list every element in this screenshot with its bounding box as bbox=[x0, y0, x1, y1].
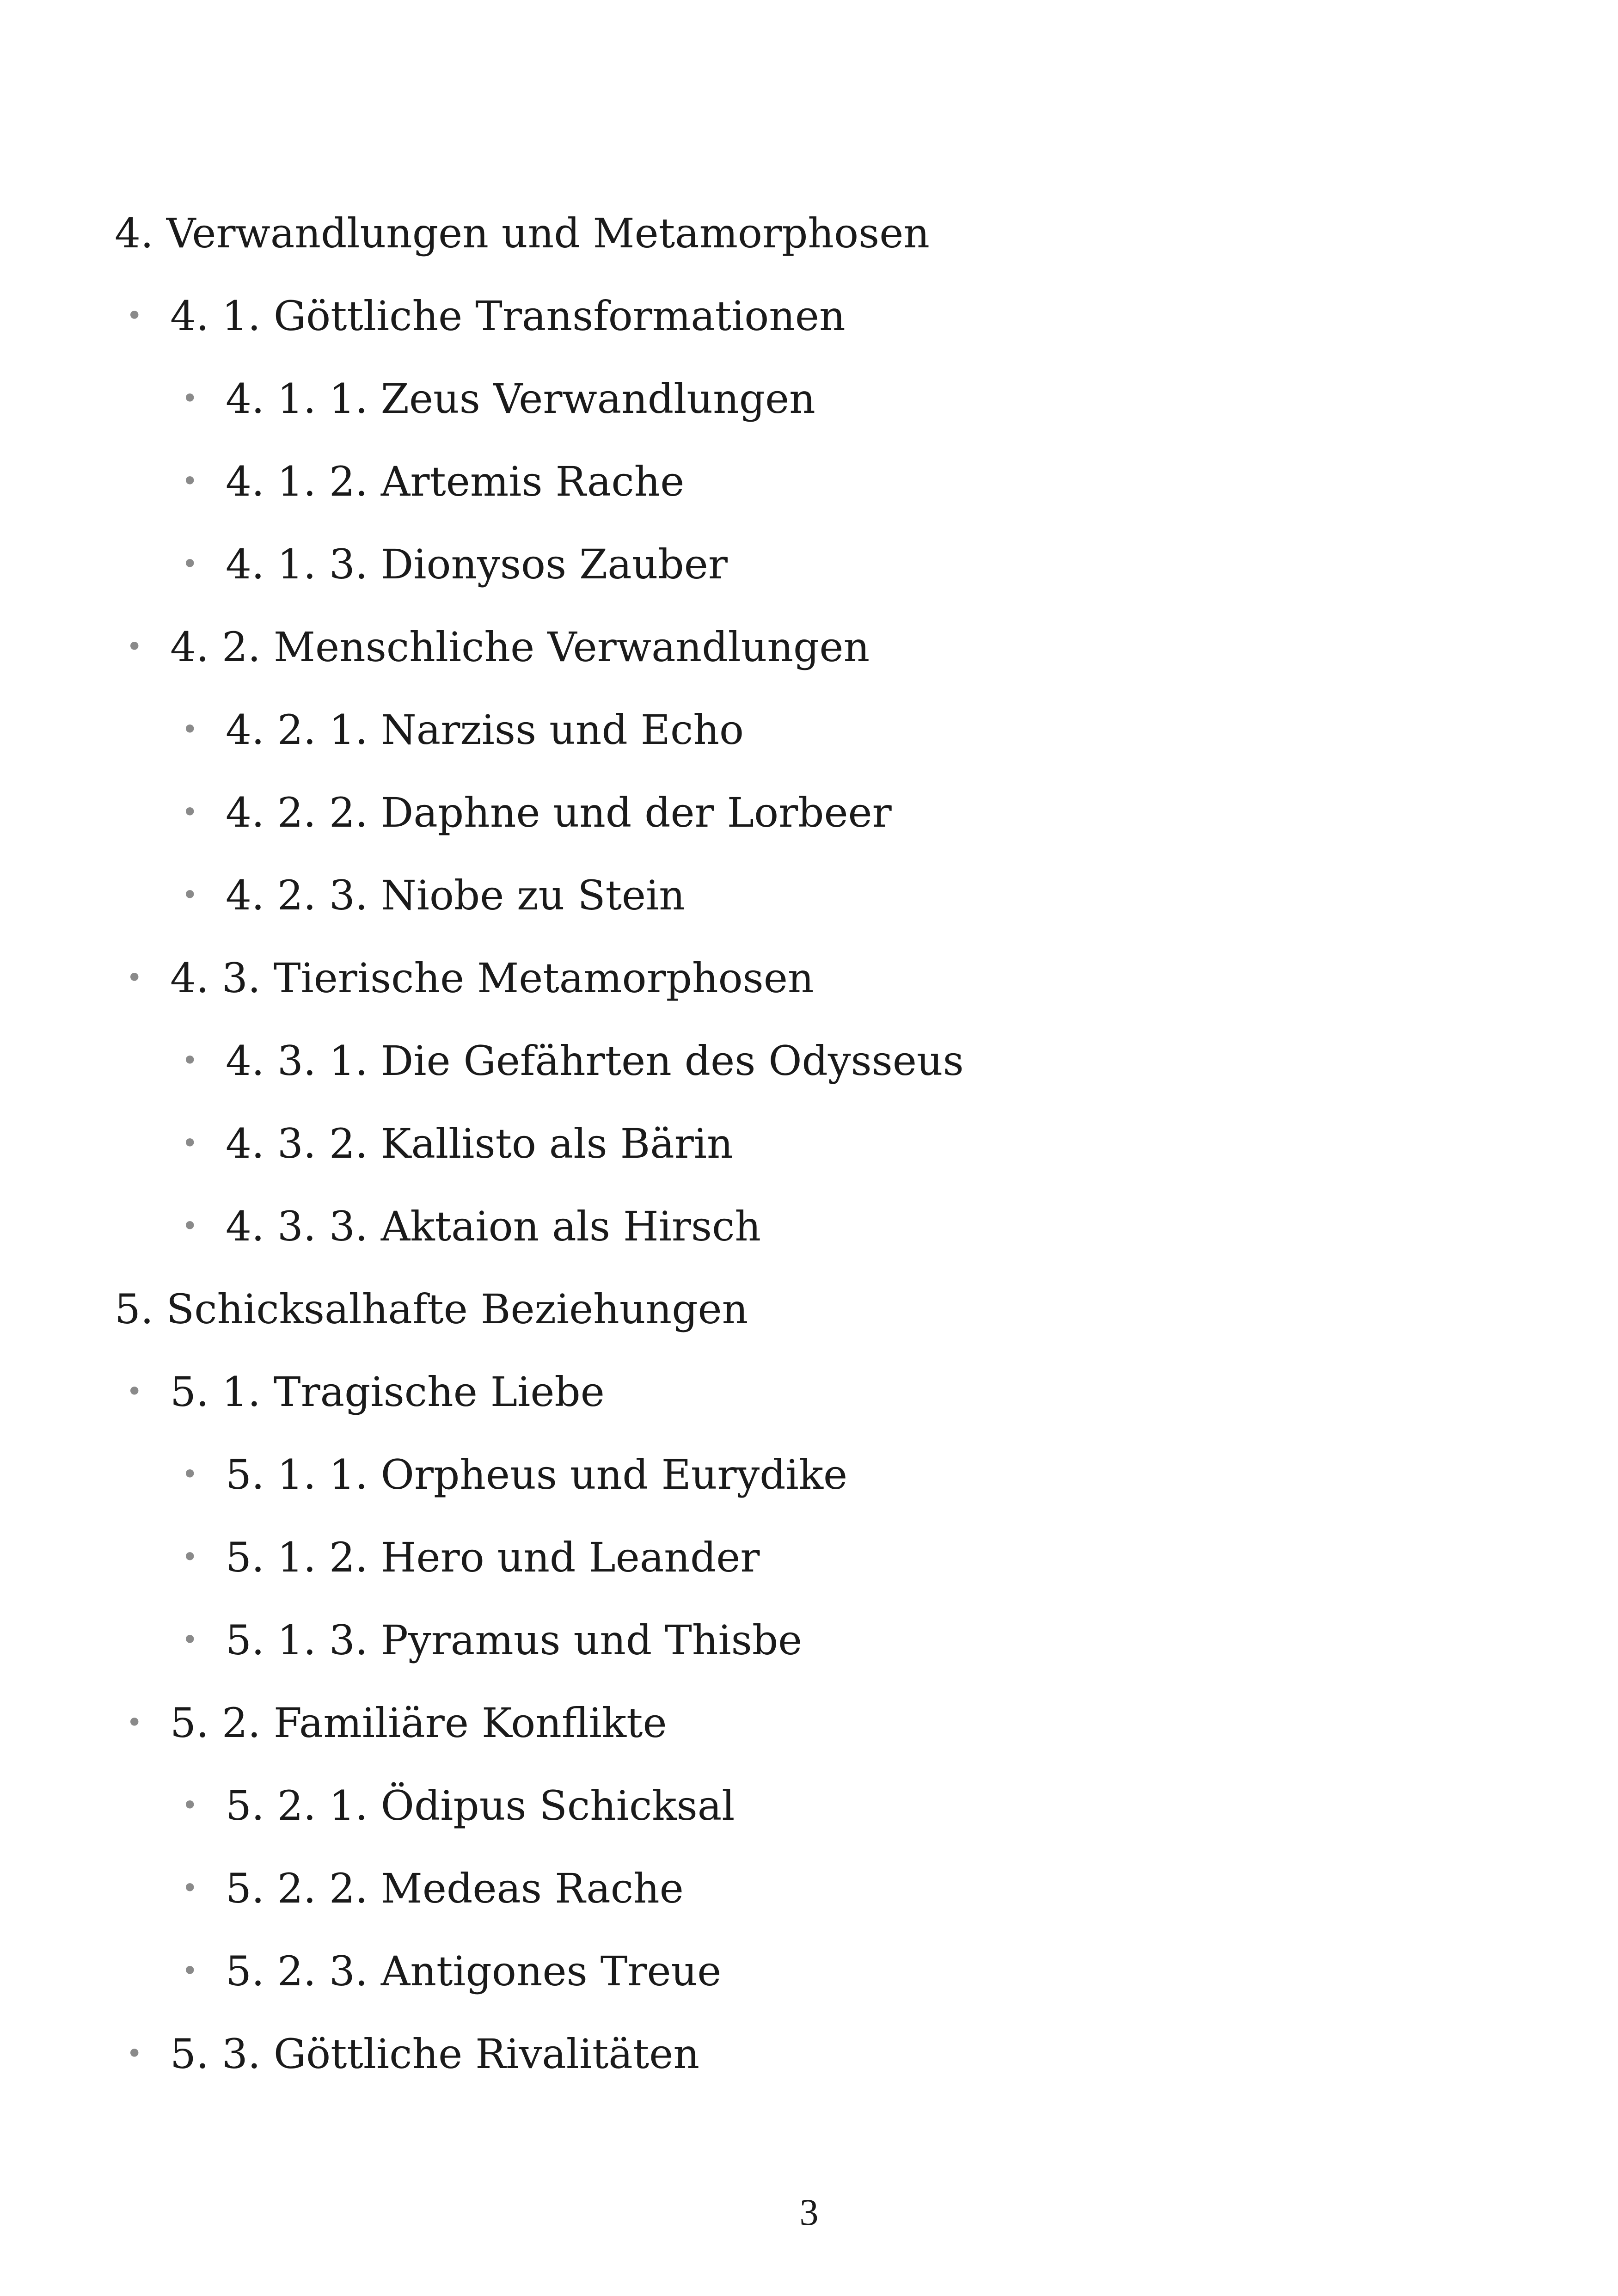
toc-entry-subsection bbox=[115, 1847, 1502, 1930]
toc-entry-subsection bbox=[115, 688, 1502, 771]
bullet-icon: • bbox=[182, 548, 198, 580]
toc-entry-text: 4. 1. 3. Dionysos Zauber bbox=[226, 540, 728, 588]
toc-entry-section bbox=[115, 2013, 1502, 2095]
bullet-icon: • bbox=[182, 1624, 198, 1656]
toc-entry-text: 4. Verwandlungen und Metamorphosen bbox=[115, 209, 930, 257]
page-number: 3 bbox=[799, 2191, 819, 2233]
bullet-icon: • bbox=[182, 713, 198, 746]
toc-entry-section bbox=[115, 937, 1502, 1019]
toc-entry-chapter bbox=[115, 1268, 1502, 1351]
bullet-icon: • bbox=[182, 1872, 198, 1904]
bullet-icon: • bbox=[126, 1707, 143, 1739]
toc-entry-text: 4. 1. Göttliche Transformationen bbox=[170, 292, 846, 340]
toc-entry-subsection bbox=[115, 771, 1502, 854]
toc-entry-subsection bbox=[115, 357, 1502, 440]
toc-entry-subsection bbox=[115, 1516, 1502, 1599]
bullet-icon: • bbox=[126, 1375, 143, 1408]
toc-entry-text: 4. 2. Menschliche Verwandlungen bbox=[170, 623, 870, 671]
toc-entry-text: 5. 2. 1. Ödipus Schicksal bbox=[226, 1782, 735, 1829]
bullet-icon: • bbox=[126, 2038, 143, 2070]
bullet-icon: • bbox=[182, 1789, 198, 1822]
toc-entry-text: 4. 2. 1. Narziss und Echo bbox=[226, 706, 744, 754]
toc-entry-subsection bbox=[115, 1930, 1502, 2013]
toc-entry-text: 4. 2. 3. Niobe zu Stein bbox=[226, 872, 685, 919]
bullet-icon: • bbox=[182, 382, 198, 415]
toc-entry-text: 5. 3. Göttliche Rivalitäten bbox=[170, 2030, 699, 2078]
toc-entry-text: 5. 1. Tragische Liebe bbox=[170, 1368, 605, 1416]
toc-entry-section bbox=[115, 606, 1502, 688]
bullet-icon: • bbox=[182, 1044, 198, 1077]
toc-entry-text: 5. 1. 1. Orpheus und Eurydike bbox=[226, 1451, 848, 1498]
toc-entry-chapter bbox=[115, 192, 1502, 275]
toc-entry-subsection bbox=[115, 1019, 1502, 1102]
toc-entry-text: 5. 2. 2. Medeas Rache bbox=[226, 1865, 684, 1912]
toc-entry-subsection bbox=[115, 1433, 1502, 1516]
toc-entry-text: 5. 2. 3. Antigones Treue bbox=[226, 1947, 722, 1995]
toc-entry-section bbox=[115, 275, 1502, 357]
bullet-icon: • bbox=[182, 1458, 198, 1491]
toc-entry-text: 4. 2. 2. Daphne und der Lorbeer bbox=[226, 789, 892, 836]
toc-entry-subsection bbox=[115, 523, 1502, 606]
toc-entry-text: 4. 1. 1. Zeus Verwandlungen bbox=[226, 375, 815, 423]
bullet-icon: • bbox=[126, 962, 143, 994]
bullet-icon: • bbox=[182, 1127, 198, 1160]
bullet-icon: • bbox=[182, 1955, 198, 1987]
toc-entry-text: 5. 2. Familiäre Konflikte bbox=[170, 1699, 667, 1747]
toc-entry-text: 4. 1. 2. Artemis Rache bbox=[226, 458, 685, 505]
bullet-icon: • bbox=[126, 300, 143, 332]
toc-entry-subsection bbox=[115, 440, 1502, 523]
bullet-icon: • bbox=[182, 879, 198, 911]
toc-entry-subsection bbox=[115, 1764, 1502, 1847]
toc-entry-text: 5. 1. 2. Hero und Leander bbox=[226, 1534, 760, 1581]
toc-entry-text: 4. 3. Tierische Metamorphosen bbox=[170, 954, 814, 1002]
toc-entry-text: 4. 3. 2. Kallisto als Bärin bbox=[226, 1120, 733, 1167]
toc-entry-text: 5. 1. 3. Pyramus und Thisbe bbox=[226, 1616, 803, 1664]
toc-entry-text: 5. Schicksalhafte Beziehungen bbox=[115, 1285, 748, 1333]
toc-entry-subsection bbox=[115, 1599, 1502, 1682]
toc-entry-subsection bbox=[115, 854, 1502, 937]
bullet-icon: • bbox=[182, 1210, 198, 1242]
toc-entry-text: 4. 3. 1. Die Gefährten des Odysseus bbox=[226, 1037, 964, 1085]
toc-entry-subsection bbox=[115, 1185, 1502, 1268]
bullet-icon: • bbox=[182, 796, 198, 829]
toc-entry-subsection bbox=[115, 1102, 1502, 1185]
toc-entry-section bbox=[115, 1682, 1502, 1764]
bullet-icon: • bbox=[182, 465, 198, 497]
bullet-icon: • bbox=[182, 1541, 198, 1573]
toc-entry-section bbox=[115, 1351, 1502, 1433]
toc-entry-text: 4. 3. 3. Aktaion als Hirsch bbox=[226, 1203, 761, 1250]
bullet-icon: • bbox=[126, 631, 143, 663]
table-of-contents bbox=[115, 192, 1502, 2095]
